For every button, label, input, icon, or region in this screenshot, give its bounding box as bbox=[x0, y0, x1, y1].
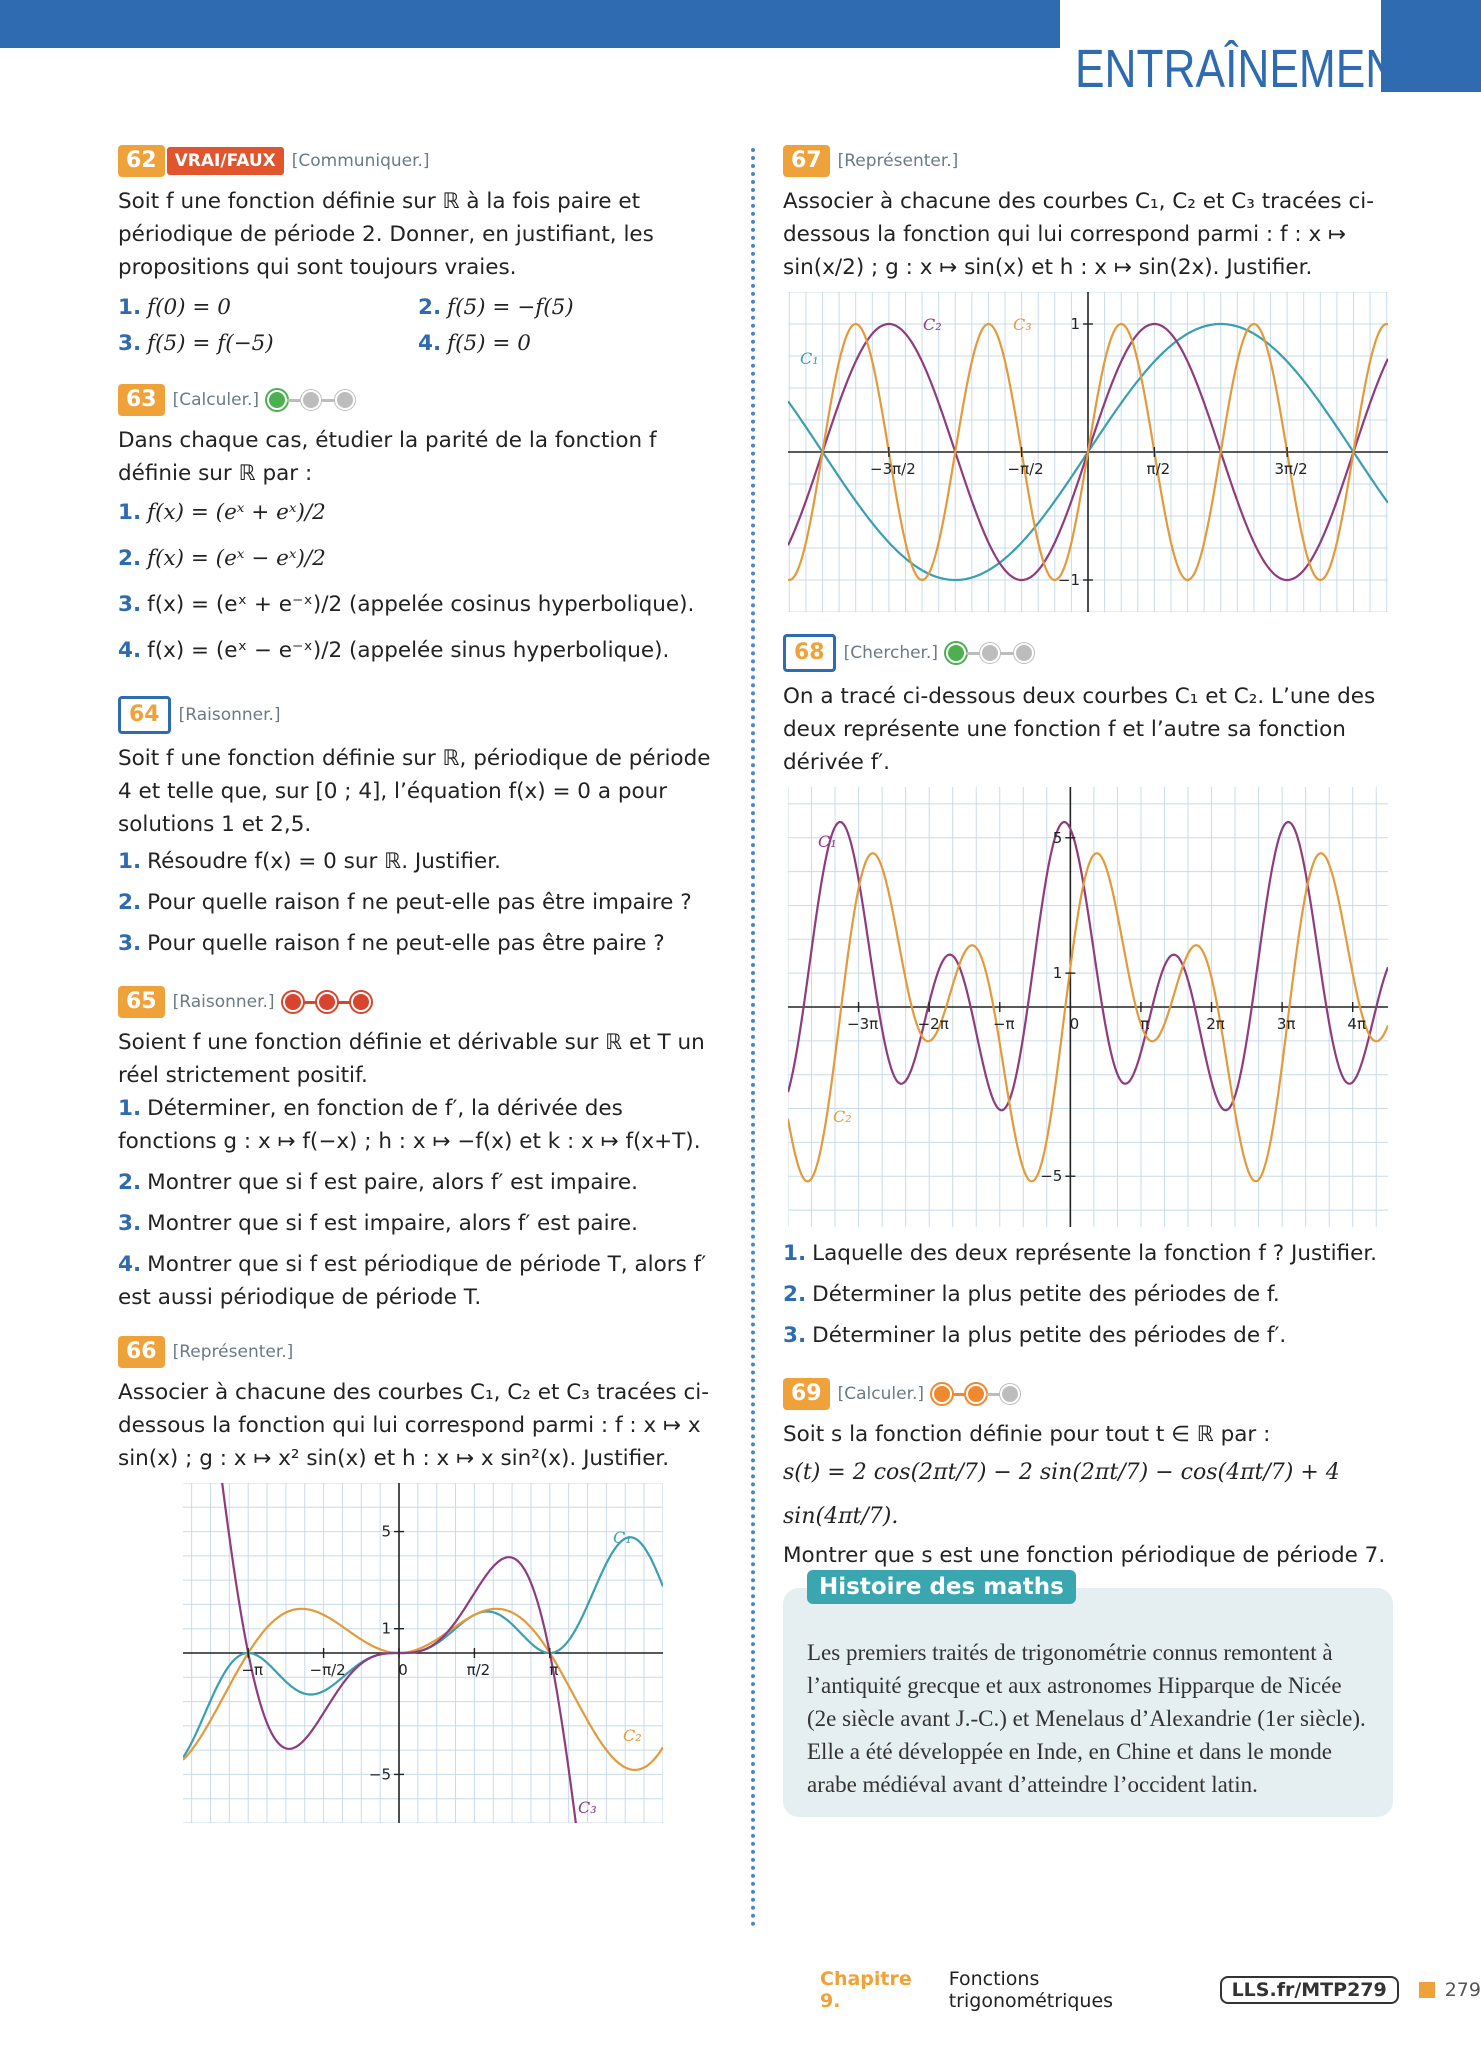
curve-label: C₁ bbox=[818, 832, 837, 851]
skill-label: [Représenter.] bbox=[172, 1342, 294, 1362]
exercise-67 bbox=[783, 145, 1393, 612]
question: f(x) = (eˣ + e⁻ˣ)/2 (appelée cosinus hyperbolique). bbox=[147, 592, 695, 617]
x-tick-label: π/2 bbox=[466, 1661, 491, 1679]
y-tick-label: 1 bbox=[1070, 315, 1080, 333]
question: Pour quelle raison f ne peut-elle pas être paire ? bbox=[147, 931, 665, 956]
graph-68 bbox=[788, 787, 1388, 1227]
curve-label: C₁ bbox=[800, 349, 819, 368]
proposition: f(5) = 0 bbox=[447, 331, 531, 356]
exercise-number: 66 bbox=[118, 1336, 165, 1368]
curve-label: C₁ bbox=[613, 1528, 632, 1547]
curve-label: C₃ bbox=[578, 1798, 597, 1817]
question: Montrer que si f est paire, alors f′ est impaire. bbox=[147, 1170, 638, 1195]
exercise-number: 67 bbox=[783, 145, 830, 177]
question: f(x) = (eˣ − eˣ)/2 bbox=[147, 546, 326, 571]
top-banner bbox=[0, 0, 1060, 48]
x-tick-label: 3π/2 bbox=[1274, 460, 1308, 478]
x-tick-label: −π/2 bbox=[1007, 460, 1044, 478]
formula: s(t) = 2 cos(2πt/7) − 2 sin(2πt/7) − cos(4πt/7) + 4 sin(4πt/7). bbox=[783, 1460, 1340, 1529]
skill-label: [Raisonner.] bbox=[172, 992, 275, 1012]
x-tick-label: −3π bbox=[847, 1015, 879, 1033]
exercise-62: 62 VRAI/FAUX [Communiquer.] Soit f une fonction définie sur ℝ à la fois paire et périodique de période 2. Donner, en justifiant, les propositions qui sont toujours vraies. 1. f(0) = 0 2. f(5) = −f(5) 3. f(5) = f(−5) 4. f(5) = 0 bbox=[118, 145, 728, 362]
difficulty-indicator bbox=[946, 643, 1034, 663]
y-tick-label: −5 bbox=[368, 1765, 391, 1784]
exercise-text: Soit f une fonction définie sur ℝ, périodique de période 4 et telle que, sur [0 ; 4], l’équation f(x) = 0 a pour solutions 1 et 2,5. bbox=[118, 746, 711, 837]
page-marker bbox=[1419, 1982, 1435, 1998]
exercise-number: 63 bbox=[118, 384, 165, 416]
exercise-text: Associer à chacune des courbes C₁, C₂ et C₃ tracées ci-dessous la fonction qui lui correspond parmi : f : x ↦ sin(x/2) ; g : x ↦ sin(x) et h : x ↦ sin(2x). Justifier. bbox=[783, 189, 1375, 280]
question: Montrer que si f est impaire, alors f′ est paire. bbox=[147, 1211, 638, 1236]
curve-label: C₂ bbox=[623, 1726, 642, 1745]
skill-label: [Représenter.] bbox=[837, 151, 959, 171]
x-tick-label: −2π bbox=[917, 1015, 949, 1033]
page-number: 279 bbox=[1444, 1979, 1481, 2001]
x-tick-label: 0 bbox=[1069, 1015, 1080, 1033]
curve-label: C₃ bbox=[1013, 315, 1032, 334]
y-tick-label: 5 bbox=[381, 1522, 391, 1541]
question: Montrer que si f est périodique de période T, alors f′ est aussi périodique de période T. bbox=[118, 1252, 707, 1310]
difficulty-indicator bbox=[267, 390, 355, 410]
x-tick-label: −π bbox=[992, 1015, 1015, 1033]
question: Déterminer la plus petite des périodes de f. bbox=[812, 1282, 1280, 1307]
exercise-64: 64 [Raisonner.] Soit f une fonction définie sur ℝ, périodique de période 4 et telle que, sur [0 ; 4], l’équation f(x) = 0 a pour solutions 1 et 2,5. 1. Résoudre f(x) = 0 sur ℝ. Justifier. 2. Pour quelle raison f ne peut-elle pas être impaire ? 3. Pour quelle raison f ne peut-elle pas être paire ? bbox=[118, 696, 728, 964]
question: Pour quelle raison f ne peut-elle pas être impaire ? bbox=[147, 890, 692, 915]
x-tick-label: π bbox=[549, 1661, 559, 1679]
y-tick-label: 5 bbox=[1052, 828, 1063, 847]
x-tick-label: −3π/2 bbox=[870, 460, 916, 478]
x-tick-label: 4π bbox=[1347, 1015, 1366, 1033]
proposition: f(5) = f(−5) bbox=[147, 331, 274, 356]
column-divider bbox=[751, 148, 755, 1928]
proposition: f(0) = 0 bbox=[147, 295, 231, 320]
exercise-number: 69 bbox=[783, 1378, 830, 1410]
x-tick-label: 2π bbox=[1206, 1015, 1225, 1033]
skill-label: [Communiquer.] bbox=[291, 151, 430, 171]
x-tick-label: −π/2 bbox=[309, 1661, 346, 1679]
exercise-69 bbox=[783, 1378, 1393, 1817]
exercise-66 bbox=[118, 1336, 728, 1823]
exercise-65: 65 [Raisonner.] Soient f une fonction définie et dérivable sur ℝ et T un réel strictement positif. 1. Déterminer, en fonction de f′, la dérivée des fonctions g : x ↦ f(−x) ; h : x ↦ −f(x) et k : x ↦ f(x+T). 2. Montrer que si f est paire, alors f′ est impaire. 3. Montrer que si f est impaire, alors f′ est paire. 4. Montrer que si f est périodique de période T, alors f′ est aussi périodique de période T. bbox=[118, 986, 728, 1314]
curve-line bbox=[183, 1609, 663, 1770]
x-tick-label: −π bbox=[241, 1661, 264, 1679]
graph-67 bbox=[788, 292, 1388, 612]
exercise-text: On a tracé ci-dessous deux courbes C₁ et C₂. L’une des deux représente une fonction f et l’autre sa fonction dérivée f′. bbox=[783, 684, 1376, 775]
question: Déterminer, en fonction de f′, la dérivée des fonctions g : x ↦ f(−x) ; h : x ↦ −f(x) et k : x ↦ f(x+T). bbox=[118, 1096, 701, 1154]
skill-label: [Raisonner.] bbox=[178, 705, 281, 725]
chapter-title: Fonctions trigonométriques bbox=[948, 1968, 1114, 2012]
y-tick-label: 1 bbox=[1052, 964, 1063, 983]
difficulty-indicator bbox=[932, 1384, 1020, 1404]
question: f(x) = (eˣ − e⁻ˣ)/2 (appelée sinus hyperbolique). bbox=[147, 638, 670, 663]
proposition: f(5) = −f(5) bbox=[447, 295, 574, 320]
exercise-68: 68 [Chercher.] On a tracé ci-dessous deux courbes C₁ et C₂. L’une des deux représente une fonction f et l’autre sa fonction dérivée f′. C₁ C₂ −3π −2π −π 0 π 2π 3π 4π 5 1 −5 1. Laquelle des deux représente la fonction f ? Justifier. 2. Déterminer la plus petite des périodes de f. 3. Déterminer la plus petite des périodes de f′. bbox=[783, 634, 1393, 1356]
question: f(x) = (eˣ + eˣ)/2 bbox=[147, 500, 326, 525]
question: Laquelle des deux représente la fonction f ? Justifier. bbox=[812, 1241, 1378, 1266]
true-false-badge: VRAI/FAUX bbox=[167, 147, 284, 175]
y-tick-label: −1 bbox=[1057, 571, 1080, 589]
history-title: Histoire des maths bbox=[807, 1570, 1076, 1604]
curve-label: C₂ bbox=[833, 1107, 852, 1126]
skill-label: [Calculer.] bbox=[837, 1384, 925, 1404]
history-text: Les premiers traités de trigonométrie connus remontent à l’antiquité grecque et aux astronomes Hipparque de Nicée (2e siècle avant J.-C.) et Menelaus d’Alexandrie (1er siècle). Elle a été développée en Inde, en Chine et dans le monde arabe médiéval avant d’atteindre l’occident latin. bbox=[807, 1640, 1366, 1797]
exercise-63: 63 [Calculer.] Dans chaque cas, étudier la parité de la fonction f définie sur ℝ par : 1. f(x) = (eˣ + eˣ)/2 2. f(x) = (eˣ − eˣ)/2 3. f(x) = (eˣ + e⁻ˣ)/2 (appelée cosinus hyperbolique). 4. f(x) = (eˣ − e⁻ˣ)/2 (appelée sinus hyperbolique). bbox=[118, 384, 728, 674]
chapter-label: Chapitre 9. bbox=[820, 1968, 912, 2012]
exercise-text: Associer à chacune des courbes C₁, C₂ et C₃ tracées ci-dessous la fonction qui lui correspond parmi : f : x ↦ x sin(x) ; g : x ↦ x² sin(x) et h : x ↦ x sin²(x). Justifier. bbox=[118, 1380, 710, 1471]
exercise-text: Soit s la fonction définie pour tout t ∈ ℝ par : bbox=[783, 1422, 1271, 1447]
question: Résoudre f(x) = 0 sur ℝ. Justifier. bbox=[147, 849, 501, 874]
resource-link[interactable]: LLS.fr/MTP279 bbox=[1220, 1976, 1399, 2004]
curve-label: C₂ bbox=[923, 315, 942, 334]
section-title: ENTRAÎNEMENT bbox=[1075, 39, 1425, 99]
x-tick-label: 0 bbox=[398, 1661, 408, 1679]
question: Déterminer la plus petite des périodes de f′. bbox=[812, 1323, 1287, 1348]
exercise-number: 62 bbox=[118, 145, 165, 177]
y-tick-label: −5 bbox=[1040, 1167, 1063, 1186]
history-box bbox=[783, 1574, 1393, 1817]
exercise-number: 68 bbox=[783, 634, 836, 672]
exercise-text: Soit f une fonction définie sur ℝ à la fois paire et périodique de période 2. Donner, en justifiant, les propositions qui sont toujours vraies. bbox=[118, 189, 654, 280]
page-footer bbox=[820, 1968, 1481, 2012]
x-tick-label: 3π bbox=[1276, 1015, 1296, 1033]
exercise-text: Soient f une fonction définie et dérivable sur ℝ et T un réel strictement positif. bbox=[118, 1030, 705, 1088]
exercise-number: 64 bbox=[118, 696, 171, 734]
graph-66 bbox=[183, 1483, 663, 1823]
difficulty-indicator bbox=[283, 992, 371, 1012]
exercise-text-2: Montrer que s est une fonction périodique de période 7. bbox=[783, 1543, 1386, 1568]
left-column bbox=[118, 145, 728, 1845]
skill-label: [Chercher.] bbox=[843, 643, 939, 663]
right-column bbox=[783, 145, 1393, 1839]
exercise-text: Dans chaque cas, étudier la parité de la fonction f définie sur ℝ par : bbox=[118, 428, 657, 486]
y-tick-label: 1 bbox=[381, 1619, 391, 1638]
exercise-number: 65 bbox=[118, 986, 165, 1018]
skill-label: [Calculer.] bbox=[172, 390, 260, 410]
x-tick-label: π bbox=[1140, 1015, 1150, 1033]
x-tick-label: π/2 bbox=[1146, 460, 1171, 478]
